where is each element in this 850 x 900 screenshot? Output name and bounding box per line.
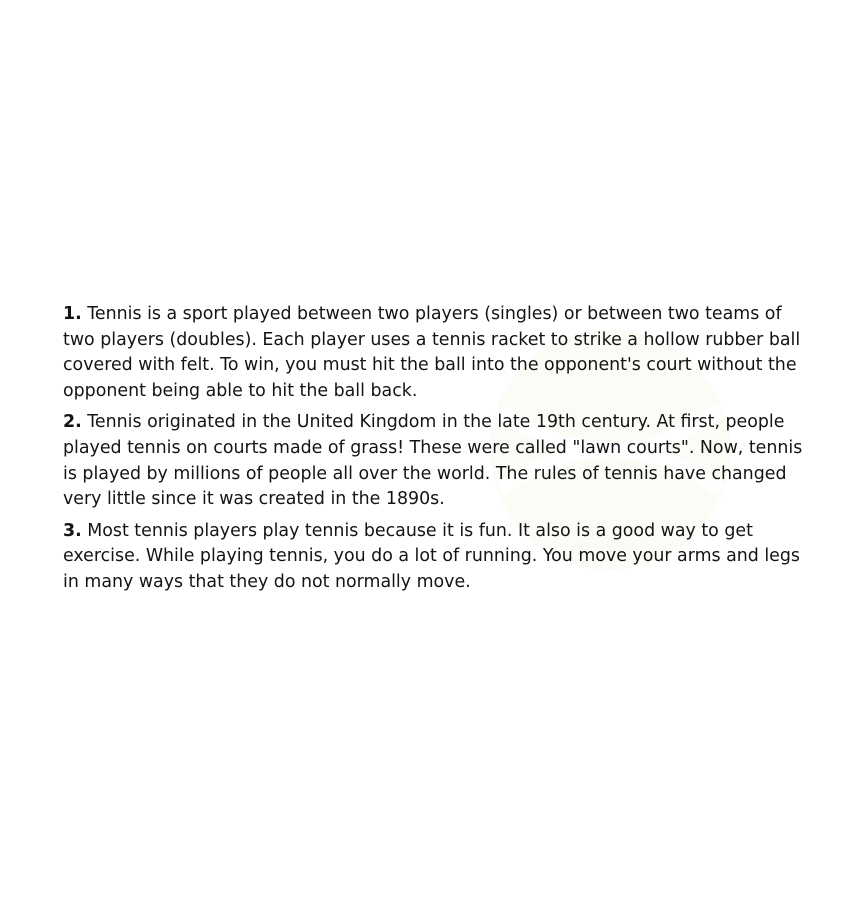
paragraph-line: in many ways that they do not normally move. — [63, 571, 471, 592]
paragraph-line: played tennis on courts made of grass! These were called "lawn courts". Now, tennis — [63, 437, 803, 458]
reading-passage — [63, 302, 803, 602]
paragraph-2 — [63, 410, 803, 512]
paragraph-number: 1. — [63, 304, 82, 324]
paragraph-3 — [63, 519, 803, 596]
paragraph-line: covered with felt. To win, you must hit the ball into the opponent's court without the — [63, 355, 797, 376]
paragraph-line: exercise. While playing tennis, you do a lot of running. You move your arms and legs — [63, 546, 800, 567]
paragraph-line: players (doubles). Each player uses a tennis racket to strike a hollow rubber ball — [100, 329, 801, 350]
paragraph-line: Tennis is a sport played between two players (singles) or between two teams of two — [63, 304, 782, 350]
paragraph-line: opponent being able to hit the ball back. — [63, 380, 418, 401]
paragraph-number: 2. — [63, 412, 82, 433]
paragraph-number: 3. — [63, 520, 82, 541]
paragraph-line: Most tennis players play tennis because it is fun. It also is a good way to get — [87, 520, 753, 541]
paragraph-line: Tennis originated in the United Kingdom in the late 19th century. At first, people — [87, 412, 785, 433]
paragraph-line: very little since it was created in the 1890s. — [63, 489, 445, 510]
paragraph-line: is played by millions of people all over the world. The rules of tennis have changed — [63, 463, 787, 484]
paragraph-1 — [63, 302, 803, 404]
